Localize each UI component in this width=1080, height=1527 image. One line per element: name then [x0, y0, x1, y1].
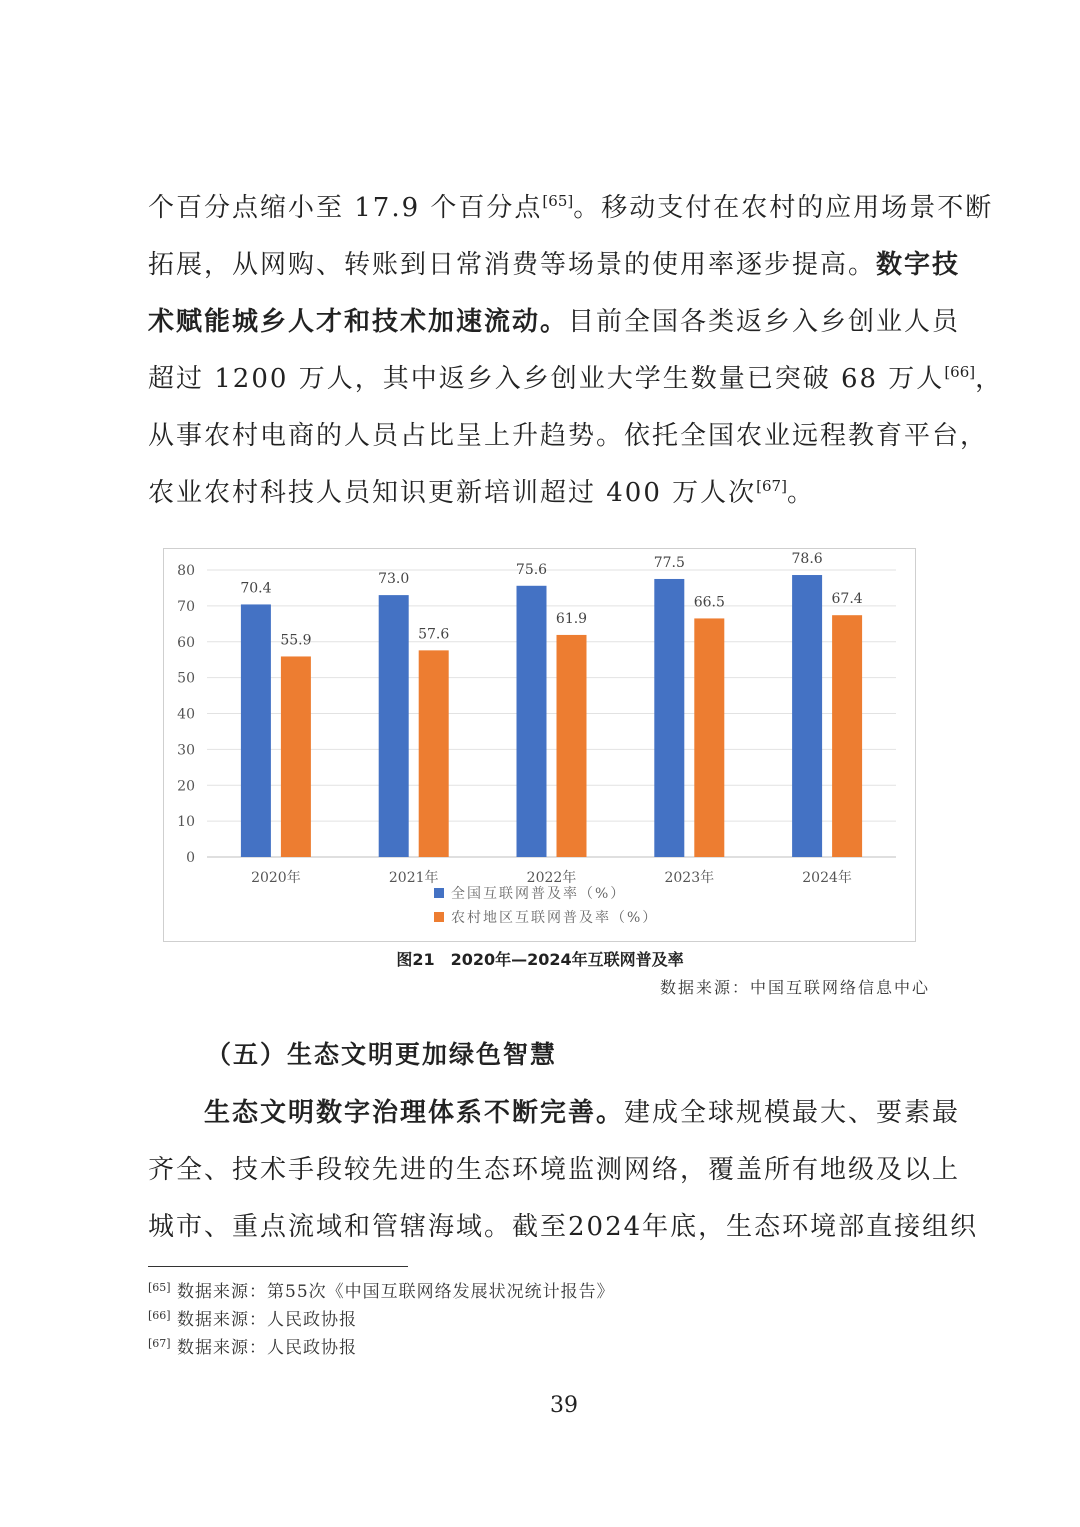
- footnote-number: [66]: [148, 1309, 171, 1322]
- page-number: 39: [550, 1393, 578, 1418]
- paragraph-line: 超过 1200 万人，其中返乡入乡创业大学生数量已突破 68 万人[66]，: [148, 363, 1004, 394]
- legend-swatch: [434, 888, 444, 898]
- paragraph-line: 从事农村电商的人员占比呈上升趋势。依托全国农业远程教育平台，: [148, 421, 989, 451]
- y-tick-label: 70: [177, 598, 195, 615]
- bold-text: 数字技: [876, 250, 961, 280]
- y-tick-label: 10: [177, 814, 195, 831]
- footnote-ref[interactable]: [66]: [944, 363, 976, 381]
- y-tick-label: 40: [177, 706, 195, 723]
- footnotes: [148, 1278, 615, 1362]
- bold-text: 术赋能城乡人才和技术加速流动。: [148, 307, 569, 337]
- bar-rural: [281, 656, 311, 857]
- bar-national: [241, 604, 271, 857]
- legend-label: 全国互联网普及率（%）: [451, 886, 627, 902]
- paragraph-2: [148, 1085, 979, 1256]
- section-heading: （五）生态文明更加绿色智慧: [206, 1040, 558, 1069]
- figure-caption: 图21 2020年—2024年互联网普及率: [396, 950, 684, 969]
- bar-national: [379, 595, 409, 857]
- bar-rural: [419, 650, 449, 857]
- paragraph-line: 生态文明数字治理体系不断完善。建成全球规模最大、要素最: [204, 1098, 961, 1128]
- bar-rural: [694, 618, 724, 857]
- paragraph-line: 个百分点缩小至 17.9 个百分点[65]。移动支付在农村的应用场景不断: [148, 192, 994, 223]
- data-label: 75.6: [515, 561, 548, 578]
- paragraph-line: 城市、重点流域和管辖海域。截至2024年底，生态环境部直接组织: [148, 1212, 979, 1242]
- paragraph-1: [148, 180, 1004, 522]
- x-tick-label: 2024年: [802, 870, 852, 886]
- chart-frame: [163, 548, 916, 942]
- x-tick-label: 2023年: [664, 870, 715, 886]
- data-label: 73.0: [378, 571, 410, 588]
- data-label: 55.9: [280, 632, 312, 649]
- data-label: 61.9: [555, 610, 588, 627]
- bar-national: [654, 579, 684, 857]
- x-tick-label: 2022年: [526, 870, 577, 886]
- bar-chart: [164, 549, 915, 941]
- data-label: 77.5: [653, 554, 685, 571]
- data-label: 57.6: [418, 626, 450, 643]
- footnote-ref[interactable]: [65]: [542, 192, 574, 210]
- legend-label: 农村地区互联网普及率（%）: [451, 910, 659, 926]
- data-label: 66.5: [693, 594, 725, 611]
- bar-national: [517, 586, 547, 857]
- y-tick-label: 20: [177, 778, 195, 795]
- footnote-divider: [148, 1266, 408, 1267]
- bar-rural: [557, 635, 587, 857]
- y-tick-label: 30: [177, 742, 195, 759]
- footnote-ref[interactable]: [67]: [756, 477, 787, 495]
- x-tick-label: 2020年: [251, 870, 301, 886]
- y-tick-label: 60: [177, 634, 195, 651]
- bar-rural: [832, 615, 862, 857]
- figure-source: 数据来源：中国互联网络信息中心: [659, 978, 930, 997]
- data-label: 78.6: [791, 551, 823, 568]
- legend-swatch: [434, 912, 444, 922]
- bar-national: [792, 575, 822, 857]
- y-tick-label: 80: [177, 563, 195, 579]
- footnote-number: [67]: [148, 1337, 171, 1350]
- footnote-item: [66] 数据来源：人民政协报: [148, 1309, 357, 1330]
- paragraph-line: 术赋能城乡人才和技术加速流动。目前全国各类返乡入乡创业人员: [148, 307, 961, 337]
- paragraph-line: 齐全、技术手段较先进的生态环境监测网络，覆盖所有地级及以上: [148, 1155, 961, 1185]
- paragraph-line: 农业农村科技人员知识更新培训超过 400 万人次[67]。: [148, 477, 815, 508]
- footnote-item: [65] 数据来源：第55次《中国互联网络发展状况统计报告》: [148, 1281, 615, 1302]
- y-tick-label: 0: [186, 850, 195, 866]
- data-label: 67.4: [831, 591, 863, 608]
- data-label: 70.4: [240, 580, 272, 597]
- footnote-item: [67] 数据来源：人民政协报: [148, 1337, 357, 1358]
- footnote-number: [65]: [148, 1281, 171, 1294]
- y-tick-label: 50: [177, 670, 195, 687]
- bold-text: 生态文明数字治理体系不断完善。: [204, 1098, 625, 1128]
- x-tick-label: 2021年: [388, 870, 439, 886]
- paragraph-line: 拓展，从网购、转账到日常消费等场景的使用率逐步提高。数字技: [148, 250, 961, 280]
